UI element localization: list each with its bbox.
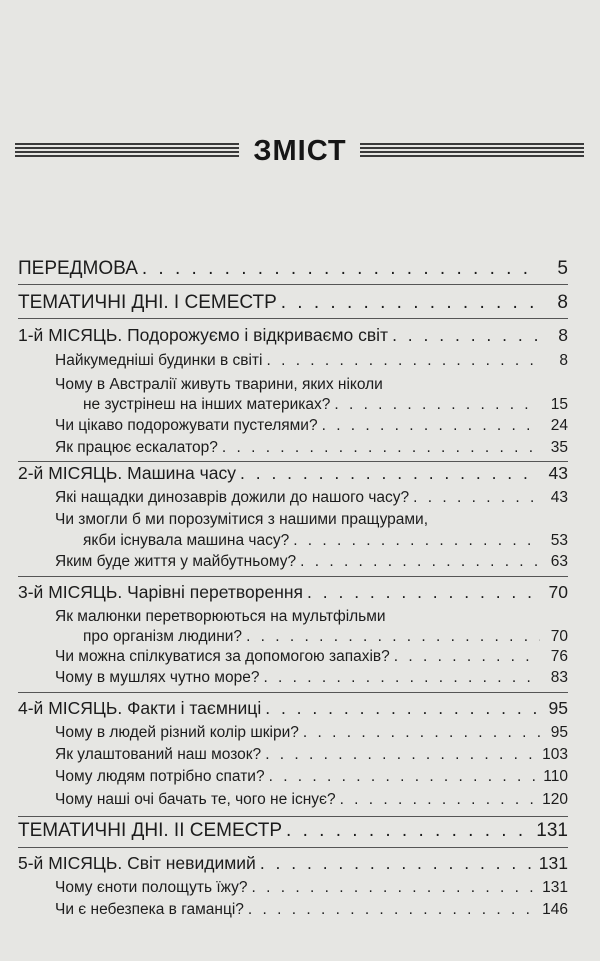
toc-entry-article[interactable] [55, 553, 568, 571]
toc-entry-title: Як працює ескалатор? [55, 439, 218, 456]
leader-dots [248, 901, 536, 919]
toc-entry-article[interactable] [55, 746, 568, 764]
toc-entry-article[interactable] [55, 489, 568, 507]
toc-entry-title: Чому людям потрібно спати? [55, 768, 265, 785]
toc-entry-month-3[interactable] [18, 582, 568, 603]
separator [18, 847, 568, 848]
toc-entry-title: Яким буде життя у майбутньому? [55, 553, 297, 570]
toc-entry-title: про організм людини? [83, 628, 243, 645]
toc-entry-article[interactable] [55, 439, 568, 457]
toc-entry-article[interactable] [55, 879, 568, 897]
toc-entry-title-line1: Чи змогли б ми порозумітися з нашими пращурами, [55, 511, 429, 528]
toc-entry-article[interactable] [55, 396, 568, 414]
toc-entry-title: 1-й МІСЯЦЬ. Подорожуємо і відкриваємо світ [18, 325, 389, 345]
toc-entry-title: ТЕМАТИЧНІ ДНІ. І СЕМЕСТР [18, 292, 277, 313]
toc-page-number: 5 [557, 258, 568, 279]
toc-page-number: 70 [550, 628, 568, 645]
toc-entry-foreword[interactable] [18, 258, 568, 280]
toc-page-number: 131 [542, 879, 568, 896]
header-rule-right [360, 143, 584, 159]
leader-dots [260, 853, 533, 874]
toc-page-number: 76 [550, 648, 568, 665]
toc-entry-month-4[interactable] [18, 698, 568, 719]
leader-dots [322, 417, 540, 435]
toc-entry-month-5[interactable] [18, 853, 568, 874]
leader-dots [240, 463, 540, 484]
toc-entry-semester-1[interactable] [18, 292, 568, 314]
page-title: ЗМІСТ [253, 135, 347, 167]
toc-entry-title: 3-й МІСЯЦЬ. Чарівні перетворення [18, 582, 304, 602]
toc-page-number: 70 [548, 582, 568, 602]
toc-entry-article[interactable] [55, 628, 568, 646]
toc-entry-title: 5-й МІСЯЦЬ. Світ невидимий [18, 853, 256, 873]
toc-entry-article[interactable] [55, 417, 568, 435]
toc-entry-title: ПЕРЕДМОВА [18, 258, 138, 279]
toc-page-number: 95 [550, 724, 568, 741]
separator [18, 692, 568, 693]
toc-entry-article[interactable] [55, 669, 568, 687]
toc-entry-article[interactable] [55, 768, 568, 786]
toc-page-number: 35 [550, 439, 568, 456]
toc-entry-title-line1: Чому в Австралії живуть тварини, яких ніколи [55, 376, 383, 393]
separator [18, 816, 568, 817]
toc-page-number: 131 [536, 820, 568, 841]
toc-page-number: 24 [550, 417, 568, 434]
toc-page-number: 110 [543, 768, 568, 785]
toc-entry-month-1[interactable] [18, 325, 568, 346]
toc-page-number: 131 [538, 853, 568, 873]
leader-dots [222, 439, 540, 457]
separator [18, 318, 568, 319]
toc-entry-title: Чому в людей різний колір шкіри? [55, 724, 299, 741]
toc-page-number: 103 [542, 746, 568, 763]
leader-dots [269, 768, 538, 786]
leader-dots [340, 791, 537, 809]
leader-dots [142, 258, 540, 280]
separator [18, 284, 568, 285]
toc-entry-semester-2[interactable] [18, 820, 568, 842]
separator [18, 461, 568, 462]
toc-entry-article[interactable] [55, 352, 568, 370]
toc-entry-title: 2-й МІСЯЦЬ. Машина часу [18, 463, 236, 483]
toc-page-number: 43 [548, 463, 568, 483]
toc-page-number: 146 [542, 901, 568, 918]
toc-entry-title: ТЕМАТИЧНІ ДНІ. ІІ СЕМЕСТР [18, 820, 283, 841]
toc-entry-title: Чому наші очі бачать те, чого не існує? [55, 791, 336, 808]
toc-page-number: 15 [550, 396, 568, 413]
leader-dots [281, 292, 540, 314]
leader-dots [246, 628, 540, 646]
leader-dots [413, 489, 540, 507]
toc-entry-title: Чи цікаво подорожувати пустелями? [55, 417, 318, 434]
toc-entry-title: Чи можна спілкуватися за допомогою запахів? [55, 648, 390, 665]
toc-entry-article[interactable] [55, 791, 568, 809]
toc-entry-title-line1: Як малюнки перетворюються на мультфільми [55, 608, 386, 625]
toc-page-number: 95 [548, 698, 568, 718]
header-rule-left [15, 143, 239, 159]
toc-entry-title: Чи є небезпека в гаманці? [55, 901, 244, 918]
toc-entry-article[interactable] [55, 724, 568, 742]
leader-dots [300, 553, 540, 571]
leader-dots [252, 879, 537, 897]
contents-header [0, 135, 600, 185]
toc-entry-article[interactable] [55, 532, 568, 550]
leader-dots [303, 724, 540, 742]
toc-entry-title: не зустрінеш на інших материках? [83, 396, 331, 413]
toc-entry-title: Чому в мушлях чутно море? [55, 669, 260, 686]
toc-page-number: 83 [550, 669, 568, 686]
toc-entry-article[interactable] [55, 648, 568, 666]
toc-entry-title: Найкумедніші будинки в світі [55, 352, 263, 369]
leader-dots [286, 820, 530, 842]
leader-dots [392, 325, 540, 346]
toc-entry-title: 4-й МІСЯЦЬ. Факти і таємниці [18, 698, 262, 718]
leader-dots [307, 582, 540, 603]
toc-entry-title: Які нащадки динозаврів дожили до нашого часу? [55, 489, 410, 506]
toc-page-number: 8 [559, 352, 568, 369]
toc-page-number: 43 [550, 489, 568, 506]
toc-entry-title: Як улаштований наш мозок? [55, 746, 262, 763]
leader-dots [266, 352, 540, 370]
toc-page-number: 53 [550, 532, 568, 549]
toc-page-number: 8 [558, 325, 568, 345]
toc-entry-month-2[interactable] [18, 463, 568, 484]
leader-dots [394, 648, 540, 666]
toc-entry-title: якби існувала машина часу? [83, 532, 290, 549]
toc-entry-article[interactable] [55, 901, 568, 919]
leader-dots [265, 698, 540, 719]
toc-page-number: 8 [557, 292, 568, 313]
toc-page-number: 120 [542, 791, 568, 808]
leader-dots [265, 746, 536, 764]
toc-page-number: 63 [550, 553, 568, 570]
separator [18, 576, 568, 577]
leader-dots [263, 669, 540, 687]
toc-entry-title: Чому єноти полощуть їжу? [55, 879, 248, 896]
leader-dots [334, 396, 540, 414]
leader-dots [293, 532, 540, 550]
